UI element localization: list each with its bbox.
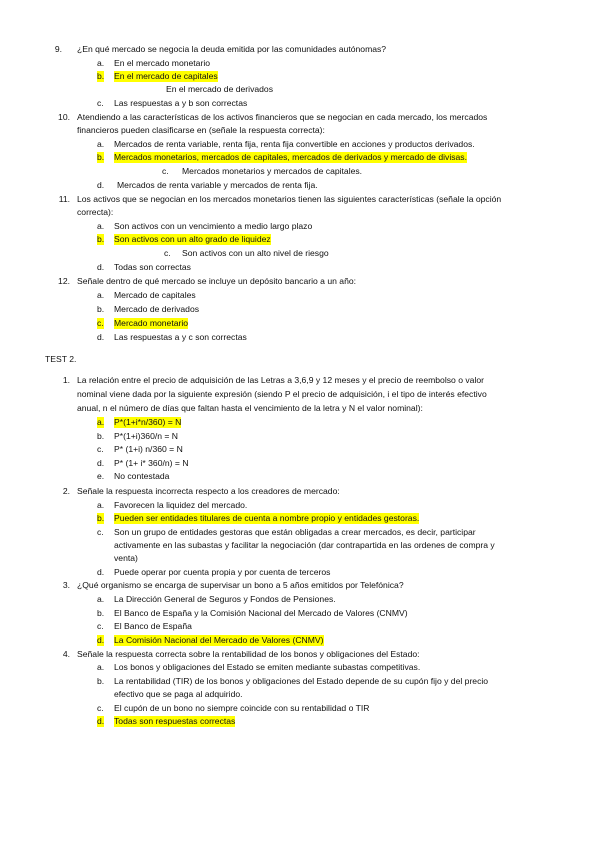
t1-d-letter: d. <box>97 458 105 468</box>
q10-a: Mercados de renta variable, renta fija, renta fija convertible en acciones y productos derivados. <box>114 139 475 149</box>
t1-b: P*(1+i)360/n = N <box>114 431 179 441</box>
t4-c: El cupón de un bono no siempre coincide con su rentabilidad o TIR <box>114 703 370 713</box>
t4-a-letter: a. <box>97 662 105 672</box>
q9-c-letter: c. <box>97 98 104 108</box>
t1-line1: La relación entre el precio de adquisición de las Letras a 3,6,9 y 12 meses y el precio de reembolso o valor <box>77 375 485 385</box>
t2-c-line2: activamente en las subastas y facilitar la negociación (dar contrapartida en las ordenes de compra y <box>114 540 495 550</box>
q10-a-letter: a. <box>97 139 105 149</box>
q11-b-letter: b. <box>97 234 105 244</box>
t3-c-letter: c. <box>97 621 104 631</box>
t4-b-line1: La rentabilidad (TIR) de los bonos y obligaciones del Estado depende de su cupón fijo y del precio <box>114 676 489 686</box>
t1-a-letter: a. <box>97 417 105 427</box>
t1-number: 1. <box>62 375 70 385</box>
t3-b: El Banco de España y la Comisión Nacional del Mercado de Valores (CNMV) <box>114 608 408 618</box>
t4-text: Señale la respuesta correcta sobre la rentabilidad de los bonos y obligaciones del Estado: <box>77 649 420 659</box>
t3-c: El Banco de España <box>114 621 192 631</box>
q9-text: ¿En qué mercado se negocia la deuda emitida por las comunidades autónomas? <box>77 44 387 54</box>
q12-d-letter: d. <box>97 332 105 342</box>
t3-d-answer: La Comisión Nacional del Mercado de Valores (CNMV) <box>114 635 324 645</box>
q10-b-letter: b. <box>97 152 105 162</box>
t1-c: P* (1+i) n/360 = N <box>114 444 183 454</box>
q11-c-letter: c. <box>164 248 171 258</box>
t4-a: Los bonos y obligaciones del Estado se emiten mediante subastas competitivas. <box>114 662 421 672</box>
q10-b-answer: Mercados monetarios, mercados de capitales, mercados de derivados y mercado de divisas. <box>114 152 467 162</box>
t2-d: Puede operar por cuenta propia y por cuenta de terceros <box>114 567 331 577</box>
t3-number: 3. <box>62 580 70 590</box>
t2-text: Señale la respuesta incorrecta respecto a los creadores de mercado: <box>77 486 340 496</box>
t2-b-letter: b. <box>97 513 105 523</box>
q11-line1: Los activos que se negocian en los mercados monetarios tienen las siguientes características (señale la opción <box>77 194 502 204</box>
t2-d-letter: d. <box>97 567 105 577</box>
t1-e: No contestada <box>114 471 170 481</box>
t3-b-letter: b. <box>97 608 105 618</box>
q11-d: Todas son correctas <box>114 262 191 272</box>
q12-a: Mercado de capitales <box>114 290 196 300</box>
q12-b: Mercado de derivados <box>114 304 200 314</box>
t4-b-letter: b. <box>97 676 105 686</box>
q10-line1: Atendiendo a las características de los activos financieros que se negocian en cada mercado, los mercados <box>77 112 488 122</box>
t1-d: P* (1+ i* 360/n) = N <box>114 458 189 468</box>
t3-a-letter: a. <box>97 594 105 604</box>
test2-heading: TEST 2. <box>45 354 77 364</box>
q9-c: Las respuestas a y b son correctas <box>114 98 248 108</box>
q10-d-letter: d. <box>97 180 105 190</box>
q12-c-letter: c. <box>97 318 104 328</box>
q11-b-answer: Son activos con un alto grado de liquidez <box>114 234 271 244</box>
q9-a: En el mercado monetario <box>114 58 211 68</box>
t4-d-letter: d. <box>97 716 105 726</box>
t1-a-answer: P*(1+i*n/360) = N <box>114 417 182 427</box>
q9-number: 9. <box>54 44 62 54</box>
q10-c-letter: c. <box>162 166 169 176</box>
t1-line3: anual, n el número de días que faltan hasta el vencimiento de la letra y N el valor nominal): <box>77 403 423 413</box>
q9-a-letter: a. <box>97 58 105 68</box>
q12-text: Señale dentro de qué mercado se incluye un depósito bancario a un año: <box>77 276 357 286</box>
t1-e-letter: e. <box>97 471 105 481</box>
q10-line2: financieros pueden clasificarse en (señale la respuesta correcta): <box>77 125 325 135</box>
t1-c-letter: c. <box>97 444 104 454</box>
q12-number: 12. <box>58 276 70 286</box>
q10-number: 10. <box>58 112 70 122</box>
q12-c-answer: Mercado monetario <box>114 318 189 328</box>
t1-line2: nominal viene dada por la siguiente expresión (siendo P el precio de adquisición, i el tipo de interés efectivo <box>77 389 487 399</box>
q11-a: Son activos con un vencimiento a medio largo plazo <box>114 221 313 231</box>
t3-text: ¿Qué organismo se encarga de supervisar un bono a 5 años emitidos por Telefónica? <box>77 580 404 590</box>
q9-c-inline: En el mercado de derivados <box>166 84 274 94</box>
t4-d-answer: Todas son respuestas correctas <box>114 716 236 726</box>
q11-number: 11. <box>58 194 70 204</box>
t4-number: 4. <box>62 649 70 659</box>
t3-a: La Dirección General de Seguros y Fondos de Pensiones. <box>114 594 336 604</box>
t2-b-answer: Pueden ser entidades titulares de cuenta a nombre propio y entidades gestoras. <box>114 513 420 523</box>
q11-line2: correcta): <box>77 207 114 217</box>
t2-c-line1: Son un grupo de entidades gestoras que están obligadas a crear mercados, es decir, participar <box>114 527 476 537</box>
t4-b-line2: efectivo que se paga al adquirido. <box>114 689 243 699</box>
t2-c-letter: c. <box>97 527 104 537</box>
t3-d-letter: d. <box>97 635 105 645</box>
q9-b-answer: En el mercado de capitales <box>114 71 218 81</box>
q9-b-letter: b. <box>97 71 105 81</box>
t1-b-letter: b. <box>97 431 105 441</box>
q10-d: Mercados de renta variable y mercados de renta fija. <box>117 180 318 190</box>
q11-a-letter: a. <box>97 221 105 231</box>
t2-a: Favorecen la liquidez del mercado. <box>114 500 248 510</box>
q11-d-letter: d. <box>97 262 105 272</box>
q12-b-letter: b. <box>97 304 105 314</box>
t2-a-letter: a. <box>97 500 105 510</box>
t4-c-letter: c. <box>97 703 104 713</box>
t2-c-line3: venta) <box>114 553 138 563</box>
q10-c: Mercados monetarios y mercados de capitales. <box>182 166 363 176</box>
q12-d: Las respuestas a y c son correctas <box>114 332 247 342</box>
q12-a-letter: a. <box>97 290 105 300</box>
q11-c: Son activos con un alto nivel de riesgo <box>182 248 329 258</box>
t2-number: 2. <box>62 486 70 496</box>
